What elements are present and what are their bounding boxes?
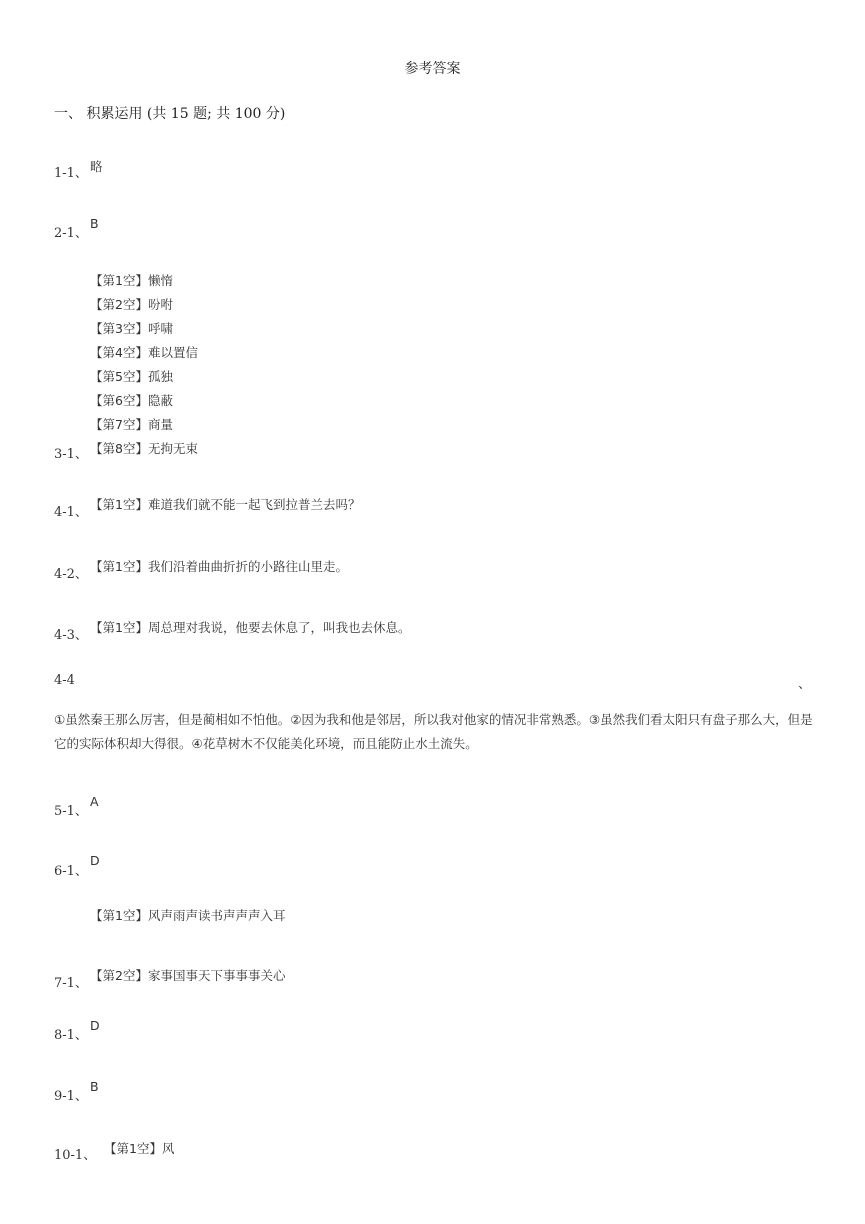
blank-item: 【第3空】呼啸	[90, 321, 173, 336]
question-7-number: 7-1、	[54, 976, 88, 991]
blank-item: 【第6空】隐蔽	[90, 393, 173, 408]
question-4-1-answer: 【第1空】难道我们就不能一起飞到拉普兰去吗？	[90, 497, 361, 512]
question-3-blanks	[90, 269, 198, 461]
question-1-answer: 略	[90, 159, 103, 174]
question-7-blank-1: 【第1空】风声雨声读书声声声入耳	[90, 908, 286, 923]
blank-item: 【第8空】无拘无束	[90, 441, 198, 456]
question-5-answer: A	[90, 794, 99, 809]
page-title: 参考答案	[404, 61, 461, 77]
question-10-number: 10-1、	[54, 1148, 97, 1163]
question-4-3-answer: 【第1空】周总理对我说，他要去休息了，叫我也去休息。	[90, 620, 411, 635]
question-4-3-number: 4-3、	[54, 628, 88, 643]
question-2-answer: B	[90, 216, 99, 231]
question-9-answer: B	[90, 1079, 99, 1094]
question-7-blank-2: 【第2空】家事国事天下事事事关心	[90, 968, 286, 983]
question-4-4-number: 4-4	[54, 673, 75, 688]
question-1-number: 1-1、	[54, 166, 88, 181]
blank-item: 【第1空】懒惰	[90, 273, 173, 288]
question-2-number: 2-1、	[54, 226, 88, 241]
question-9-number: 9-1、	[54, 1089, 88, 1104]
question-10-answer: 【第1空】风	[104, 1141, 175, 1156]
blank-item: 【第2空】吩咐	[90, 297, 173, 312]
blank-item: 【第4空】难以置信	[90, 345, 198, 360]
question-4-2-answer: 【第1空】我们沿着曲曲折折的小路往山里走。	[90, 559, 348, 574]
question-8-number: 8-1、	[54, 1028, 88, 1043]
question-4-4-answer: ①虽然秦王那么厉害，但是蔺相如不怕他。②因为我和他是邻居，所以我对他家的情况非常熟悉。③虽然我们看太阳只有盘子那么大，但是它的实际体积却大得很。④花草树木不仅能美化环境，而且能防止水土流失。	[54, 712, 813, 751]
question-6-number: 6-1、	[54, 864, 88, 879]
question-4-4-mark: 、	[798, 677, 812, 692]
question-3-number: 3-1、	[54, 447, 88, 462]
question-5-number: 5-1、	[54, 804, 88, 819]
question-8-answer: D	[90, 1018, 100, 1033]
question-4-1-number: 4-1、	[54, 505, 88, 520]
section-heading: 一、 积累运用 (共 15 题; 共 100 分)	[54, 106, 286, 122]
blank-item: 【第7空】商量	[90, 417, 173, 432]
blank-item: 【第5空】孤独	[90, 369, 173, 384]
question-6-answer: D	[90, 853, 100, 868]
question-4-2-number: 4-2、	[54, 567, 88, 582]
